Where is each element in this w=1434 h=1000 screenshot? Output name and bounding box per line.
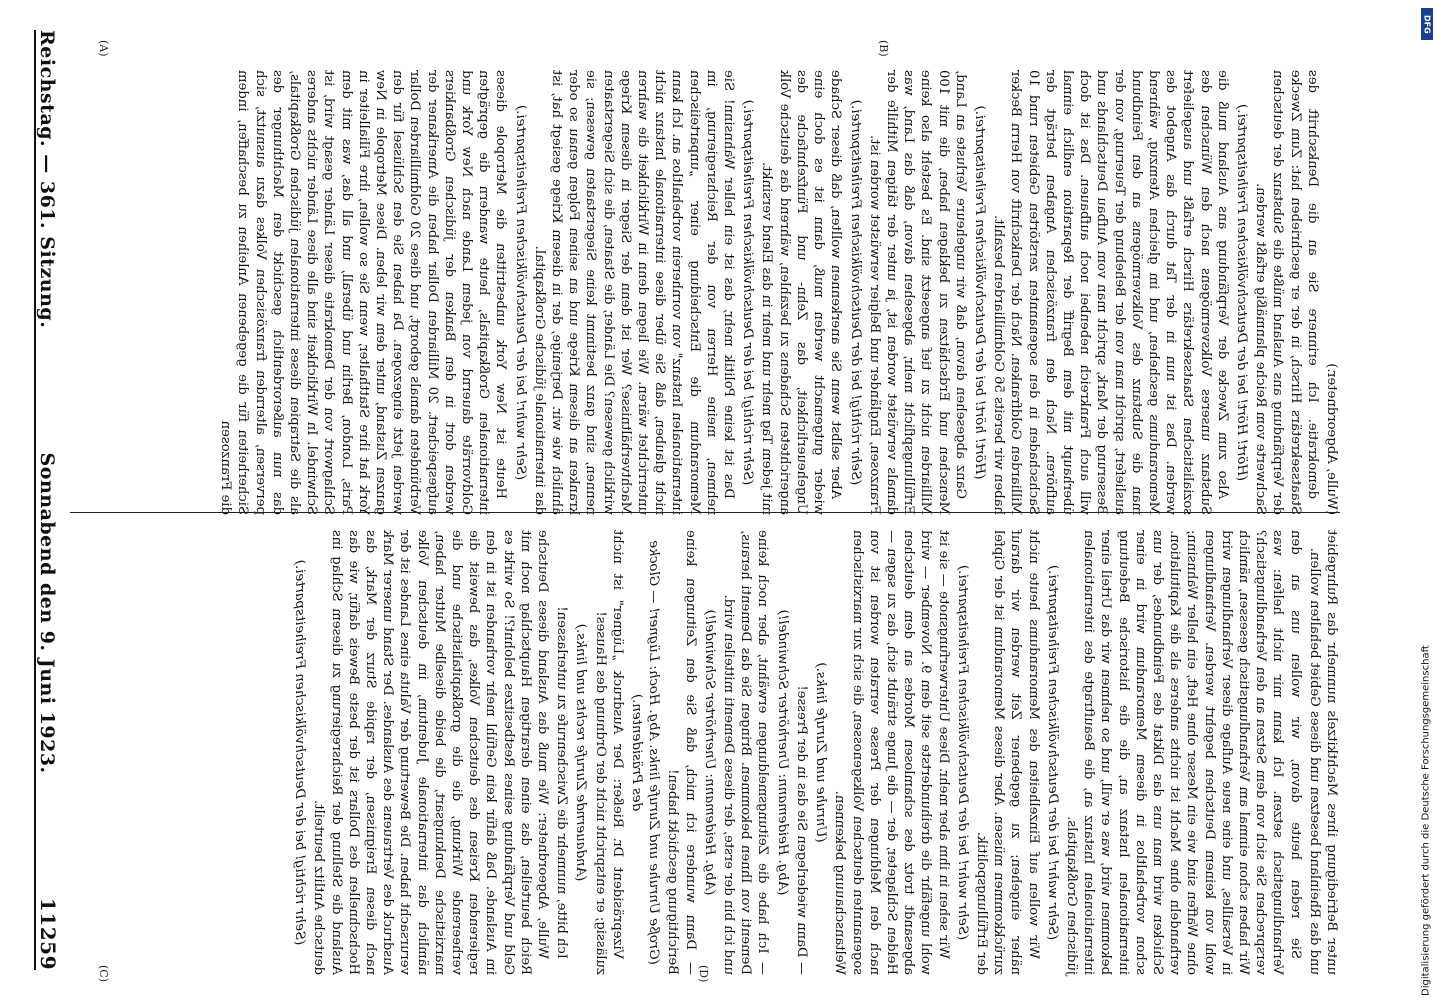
right-column-paragraph: (Abg. Heidemann: Unerhörter Schwindel!) [774, 609, 790, 896]
left-column-paragraph: Aber selbst wenn Sie anerkennen wollten, daß dieser Schade wieder gutgemacht werden muß, dann ist es doch eine Ungeheuerlichkeit, das Zehn- und Fünfzehnfache des angerichteten Schadens zu bezahlen, während das deutsche Volk mit jedem Tag mehr und mehr in das Elend versinkt. [759, 70, 844, 515]
right-column-paragraph: (Große Unruhe und Zurufe links. Abg. Hoch: Lügner! — Glocke des Präsidenten.) [629, 540, 662, 965]
left-column-paragraph: (Hört! Hört! bei der Deutschvölkischen Freiheitspartei.) [1233, 104, 1249, 481]
page-number: 11259 [36, 897, 60, 970]
right-column-paragraph: unter Befriedigung ihres Machtkitzels nunmehr das Ruhrgebiet und das Rheinland besetzen und dieses Gebiet behalten wollen. [1306, 530, 1339, 975]
right-column-paragraph: (Sehr richtig! bei der Deutschvölkischen Freiheitspartei.) [292, 559, 308, 946]
left-column-paragraph: (Wulle, Abgeordneter.) [1324, 363, 1339, 515]
right-column-paragraph: Vizepräsident Dr. Rießer: Der Ausdruck „Lügner" ist nicht zulässig; er entspricht nicht der Ordnung des Hauses! [592, 530, 625, 975]
right-column-paragraph: Wir sehen in ihm aber mehr. Diese Unterwerfungsnote — sie ist wohl ungefähr die dreihundertste seit dem 9. November — wird abgesandt trotz des schamlosen Mordes an dem deutschen Helden Schlageter, der — die Junge sträubt sich, das zu sagen — nach den Meldungen der Presse verraten worden ist von sogenannten deutschen Volksgenossen, die sich zur marxistischen Weltanschauung bekennen. [832, 530, 951, 975]
page-header [34, 30, 72, 970]
right-column-paragraph: — Dann wundere ich mich, daß Sie den Zeitungen keine Berichtigung geschickt haben! [665, 530, 698, 975]
margin-mark-a: (A) [97, 40, 110, 57]
right-column-paragraph: — Dann wiederlegen Sie das in der Presse! [793, 685, 809, 975]
right-column-paragraph: — Ich habe die Zeitungsmeldungen erwähnt, aber noch keine Dementi von Ihnen bekommen. Bringen Sie das Dementi heraus, und ich bin der erste, der dieses Dementi mitteilen wird. [721, 530, 771, 975]
left-column-paragraph: (Hört! hört! bei der Deutschvölkischen Freiheitspartei.) [971, 105, 987, 480]
right-column-paragraph: (Sehr wahr! bei der Deutschvölkischen Freiheitspartei.) [954, 565, 970, 940]
left-column [70, 70, 1340, 515]
right-column-paragraph: Wulle, Abgeordneter: Wie muß das Ausland dieses Deutsche Reich beurteilen, das einen derartigen Hauptschlag noch mit Geld und Verpfändung seines Restbesitzes belohnt?! So wirkt es im Auslande. Daß dafür kein Gefühl mehr vorhanden ist in den regierenden Kreisen des deutschen Volkes, das beweist die verheerende Wirkung, die die großkapitalistische und die marxistische Denkungsart, die beide dieselbe Mutter haben, nämlich das internationale Judentum, im deutschen Volke verursacht haben. Die Bewertung der Valuta eines Landes ist der Ausdruck des Vertrauens des Auslandes. Der Stand unserer Mark nach diesen Ereignissen, der rapide Sturz der Mark, das Hochschnellen des Dollars ist der beste Beweis dafür, wie das Ausland die Stellung der Reichsregierung zu diesem Schlag ins deutsche Antlitz beurteilt. [311, 530, 551, 975]
margin-mark-d: (D) [697, 965, 710, 983]
right-column [70, 530, 1340, 975]
right-column-paragraph: (Sehr wahr! bei der Deutschvölkischen Freiheitspartei.) [1044, 565, 1060, 940]
header-left-title: Reichstag. — 361. Sitzung. [36, 30, 58, 329]
column-divider [70, 512, 1340, 513]
left-column-paragraph: (Sehr wahr! bei der Deutschvölkischen Freiheitspartei.) [512, 105, 528, 480]
left-column-paragraph: Ganz abgesehen davon, daß wir ungeheure Verluste an Land, Menschen und Erdschätzen zu beklagen haben, die mit 100 Milliarden nicht zu tief angesetzt sind. Es besteht also keine Erfüllungspflicht mehr, abgesehen davon, daß das Land, was damals verwüstet worden ist, ja unter der tätigen Mithilfe der Franzosen, Engländer und Belgier verwüstet worden ist. [866, 70, 968, 515]
right-column-paragraph: (Abg. Heidemann: Unerhörter Schwindel!) [701, 609, 717, 896]
header-right-title: Sonnabend den 9. Juni 1923. [36, 452, 58, 774]
left-column-paragraph: (Sehr richtig! bei der Deutschvölkischen Freiheitspartei.) [847, 99, 863, 486]
left-column-paragraph: Heute ist New York unbestritten die Metropole dieses internationalen Großkapitals, heute wandern die geprägten Goldvorräte dauernd von jedem Lande nach New York und werden dort in den Banken der jüdischen Großbankiers aufgespeichert. 20 Milliarden Dollar haben die Amerikaner der Verbündeten damals geborgt, und diese 20 Goldmilliarden Dollar werden jetzt eingezogen. Da haben Sie den Schlüssel für den ganzen Zustand, unter dem wir leben. Diese Metropole in New York hat ihre Statthalter, wenn Sie so wollen, ihre Filialleiter in Paris, London, Berlin und überall, und all das, was mit dem Schlagwort von der Demokratie dieser Länder gesagt wird, ist Schwindel. In Wirklichkeit sind alle diese Länder nichts anderes als die Satrapien dieses internationalen jüdischen Großkapitals, das nun außerordentlich geschickt den Machthunger des perversen, alternden französischen Volkes dazu ausnutzt, sich Sicherheiten für die gegebenen Anleihen zu beschaffen, indem die Franzosen [218, 70, 509, 515]
right-column-paragraph: (Unruhe und Zurufe links.) [813, 662, 829, 843]
digitization-credit: Digitalisierung gefördert durch die Deutsche Forschungsgemeinschaft [1420, 645, 1432, 996]
left-column-paragraph: Also zum Zwecke der Verpfändung ans Ausland muß die Substanz unseres Volksvermögens nach den Wünschen des sozialistischen Staatssekretärs Hirsch erfaßt und ausgeliefert werden. Das ist nun in der Tat durch das Angebot des Memorandums geschehen, und im gleichen Atemzug, während man die Substanz des Volksvermögens an den Feindbund ausliefert, spricht man von der Behebung der Teuerung, von der Besserung der Mark, spricht man vom Aufbau Deutschlands und will auch Frankreich nebenbei noch aufbauen. Das ist doch überhaupt mit dem Begriff der Reparation endlich einmal aufhören. Nach den französischen Angaben beträgt der Sachschaden in den sogenannten zerstörten Gebieten rund 10 Milliarden Goldfranken. Nach der Denkschrift von Herrn Becker haben wir bereits 56 Goldmilliarden bezahlt. [991, 70, 1230, 515]
right-column-paragraph: Wir wollen auf Einzelheiten des Memorandums heute nicht näher eingehen; zu gegebener Zeit werden wir darauf zurückkommen müssen. Aber dieses Memorandum ist der Gipfel der Erfüllungspolitik. [973, 530, 1041, 975]
right-column-paragraph: Ich bitte, nunmehr die Zwischenrufe zu unterlassen! [554, 606, 570, 959]
dfg-logo: DFG [1421, 8, 1433, 40]
right-column-paragraph: Sie reden heute davon, wir wollen uns an den Verhandlungstisch setzen. Ich kann mir nicht helfen: was versprechen Sie sich von dem Setzen an den Verhandlungstisch? Wir haben schon einmal am Verhandlungstisch gesessen, nämlich in Versailles, und eine neue Auflage dieser Verhandlungen wird wohl von keinem Deutschen begehrt werden. Verhandlungen ohne Waffen sind wie ein Messer ohne Heft, ein heller Wahnsinn; verhandeln ohne Macht ist nichts anderes als die Kapitulation. Schicken wird man uns das Diktat des Feindbundes, der uns schon vorbehaltlos in diesem Memorandum wird in einer internationalen Instanz an, die die historische Bedeutung bekommen wird, was er will, und so nehmen wir das Urteil einer internationalen Instanz an, die Beauftragte des internationalen jüdischen Großkapitals. [1063, 530, 1303, 975]
margin-mark-b: (B) [877, 40, 890, 57]
left-column-paragraph: Das ist keine Politik mehr, das ist ein heller Wahnsinn! Sie nehmen, meine Herren von der Reichsregierung, im Memorandum die Entscheidung einer „unparteiischen internationalen Instanz" von vornherein vorbehaltlos an. Ich kann nicht glauben, daß Sie über diese internationale Instanz nicht unterrichtet wären. Wie liegen denn in Wirklichkeit die wahren Machtverhältnisse? Wer ist denn der Sieger in diesem Kriege wirklich gewesen? Die Länder, die Staaten, die sich Siegerstaaten nennen, sind ganz bestimmt keine Siegerstaaten gewesen; sie kranken an diesem Kriege und an seinen Folgen genau so oder ähnlich wie wir. Derjenige, der in diesem Kriege gesiegt hat, ist das internationale jüdische Großkapital. [531, 70, 737, 515]
margin-mark-c: (C) [97, 965, 110, 982]
left-column-paragraph: demokratie. Ich erinnere Sie an die Denkschrift des Staatssekretärs Hirsch, in der er geschrieben hat: Zum Zwecke der Verpfändung ans Ausland müßte die Substanz der deutschen Sachwerte vom Reiche planmäßig erfaßt werden. [1253, 70, 1320, 515]
left-column-paragraph: (Sehr richtig! bei der Deutschvölkischen Freiheitspartei.) [740, 99, 756, 486]
right-column-paragraph: (Andauernde Zurufe rechts und links.) [573, 623, 589, 882]
